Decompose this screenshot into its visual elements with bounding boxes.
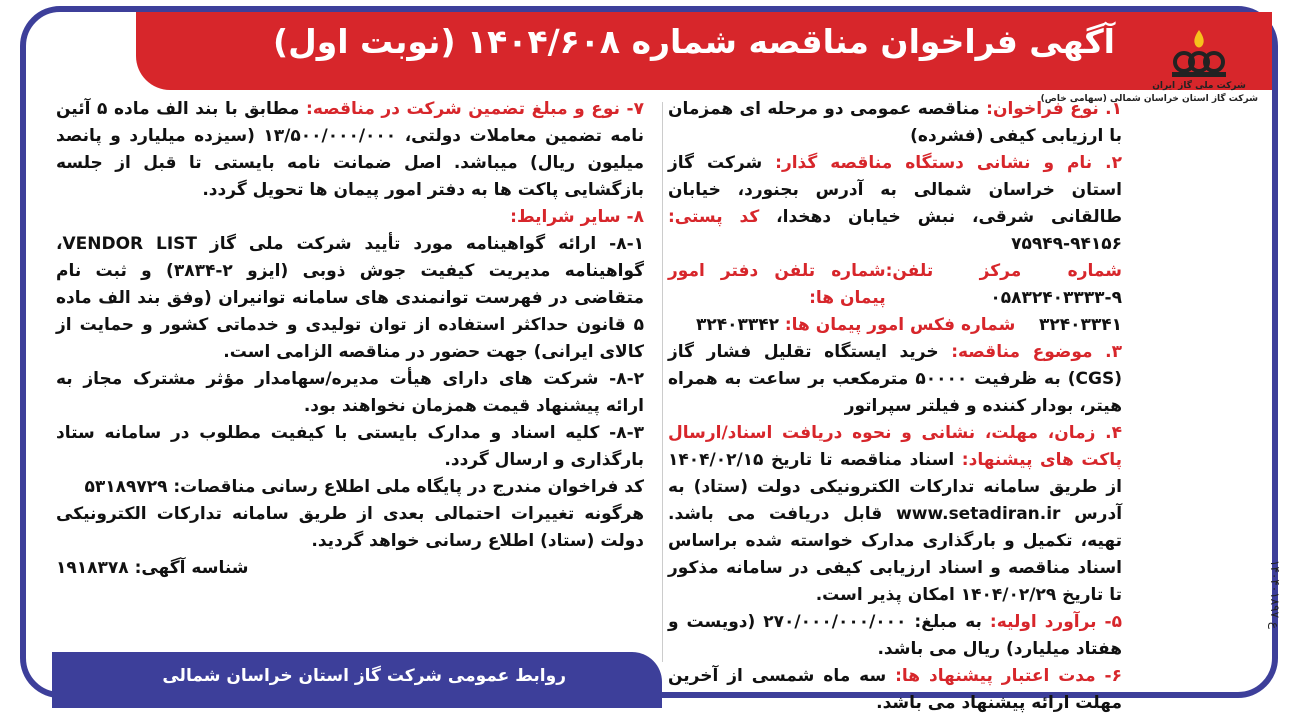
ad-id-label: شناسه آگهی: [134,558,249,578]
section-6-text: سه ماه شمسی از آخرین مهلت ارائه پیشنهاد می باشد. [668,666,1122,713]
section-1-text: مناقصه عمومی دو مرحله ای همزمان با ارزیابی کیفی (فشرده) [668,99,1122,146]
fax-row [668,312,1122,339]
section-2-text: شرکت گاز استان خراسان شمالی به آدرس بجنورد، خیابان طالقانی شرقی، نبش خیابان دهخدا، [668,153,1122,227]
section-8-label: ۸- سایر شرایط: [510,207,644,227]
phone-office-value: ۳۲۴۰۳۳۴۱ [1038,315,1122,335]
phone-center-value: ۹-۰۵۸۳۲۴۰۳۳۳۳ [990,288,1122,308]
phone-office-label: شماره تلفن دفتر امور پیمان ها: [668,261,886,308]
postal-code-value: ۹۴۱۵۶-۷۵۹۴۹ [1011,234,1122,254]
fax-value: ۳۲۴۰۳۳۴۲ [695,315,779,335]
ad-id-row [56,555,644,582]
section-5-text: به مبلغ: ۲۷۰/۰۰۰/۰۰۰/۰۰۰ (دویست و هفتاد میلیارد) ریال می باشد. [668,612,1122,659]
logo-line-2: شرکت گاز استان خراسان شمالی (سهامی خاص) [1040,94,1258,104]
section-7-text: مطابق با بند الف ماده ۵ آئین نامه تضمین معاملات دولتی، ۱۳/۵۰۰/۰۰۰/۰۰۰ (سیزده میلیارد و پانصد میلیون ریال) میباشد. اصل ضمانت نامه بایستی تا قبل از جلسه بازگشایی پاکت ها به دفتر امور پیمان ها تحویل گردد. [56,99,644,200]
section-4-text-b: قابل دریافت می باشد. تهیه، تکمیل و بارگذاری مدارک خواسته شده براساس اسناد مناقصه و اسناد ارزیابی کیفی در سامانه مذکور تا تاریخ ۱۴۰۴/۰۲/۲۹ امکان پذیر است. [668,504,1122,605]
fax-label: شماره فکس امور پیمان ها: [784,315,1016,335]
setad-url-link[interactable]: www.setadiran.ir [896,504,1061,524]
notice-frame [20,6,1278,713]
section-1-label: ۱. نوع فراخوان: [986,99,1122,119]
section-5-label: ۵- برآورد اولیه: [989,612,1122,632]
gas-flame-logo-icon [1164,18,1234,80]
phone-row [668,258,1122,312]
phone-center-label: شماره مرکز تلفن: [885,261,1122,281]
notice-title: آگهی فراخوان مناقصه شماره ۱۴۰۴/۶۰۸ (نوبت اول) [273,22,1115,61]
left-column [56,96,644,582]
logo-line-1: شرکت ملی گاز ایران [1152,81,1246,91]
section-2 [668,150,1122,258]
column-divider [662,102,663,662]
section-8-1: ۸-۱- ارائه گواهینامه مورد تأیید شرکت ملی گاز VENDOR LIST، گواهینامه مدیریت کیفیت جوش ذوبی (ایزو ۲-۳۸۳۴) و ثبت نام متقاضی در فهرست توانمندی های سامانه توانیران (وفق بند الف ماده ۵ قانون حداکثر استفاده از توان تولیدی و خدماتی کشور و حمایت از کالای ایرانی) جهت حضور در مناقصه الزامی است. [56,234,645,362]
section-4 [668,420,1122,609]
section-3-text: خرید ایستگاه تقلیل فشار گاز (CGS) به ظرفیت ۵۰۰۰۰ مترمکعب بر ساعت به همراه هیتر، بودار کننده و فیلتر سپراتور [668,342,1123,416]
changes-notice: هرگونه تغییرات احتمالی بعدی از طریق سامانه تدارکات الکترونیکی دولت (ستاد) اطلاع رسانی خواهد گردید. [56,504,644,551]
section-2-label: ۲. نام و نشانی دستگاه مناقصه گذار: [775,153,1122,173]
right-column [668,96,1122,717]
ad-id-value: ۱۹۱۸۳۷۸ [56,558,129,578]
section-1 [668,96,1122,150]
section-8-heading [56,204,644,231]
section-4-text-a: اسناد مناقصه تا تاریخ ۱۴۰۴/۰۲/۱۵ از طریق سامانه تدارکات الکترونیکی دولت (ستاد) به آدرس [668,450,1123,524]
footer-text: روابط عمومی شرکت گاز استان خراسان شمالی [162,666,566,686]
postal-code-label: کد پستی: [668,207,760,227]
section-4-label: ۴. زمان، مهلت، نشانی و نحوه دریافت اسناد/ارسال پاکت های پیشنهاد: [668,423,1122,470]
section-8-3: ۸-۳- کلیه اسناد و مدارک بایستی با کیفیت مطلوب در سامانه ستاد بارگذاری و ارسال گردد. [56,423,644,470]
footer-banner [52,652,662,708]
section-6-label: ۶- مدت اعتبار پیشنهاد ها: [895,666,1122,686]
section-7 [56,96,644,204]
section-6 [668,663,1122,717]
section-7-label: ۷- نوع و مبلغ تضمین شرکت در مناقصه: [306,99,644,119]
title-banner [136,12,1272,90]
side-code: ع ۱۴۰۴۰۱۸۹۷ [1268,560,1282,629]
section-3-label: ۳. موضوع مناقصه: [951,342,1123,362]
section-3 [668,339,1122,420]
section-5 [668,609,1122,663]
tender-code: کد فراخوان مندرج در پایگاه ملی اطلاع رسانی مناقصات: ۵۳۱۸۹۷۲۹ [84,477,644,497]
section-8-2: ۸-۲- شرکت های دارای هیأت مدیره/سهامدار مؤثر مشترک مجاز به ارائه پیشنهاد قیمت همزمان نخواهند بود. [56,369,644,416]
